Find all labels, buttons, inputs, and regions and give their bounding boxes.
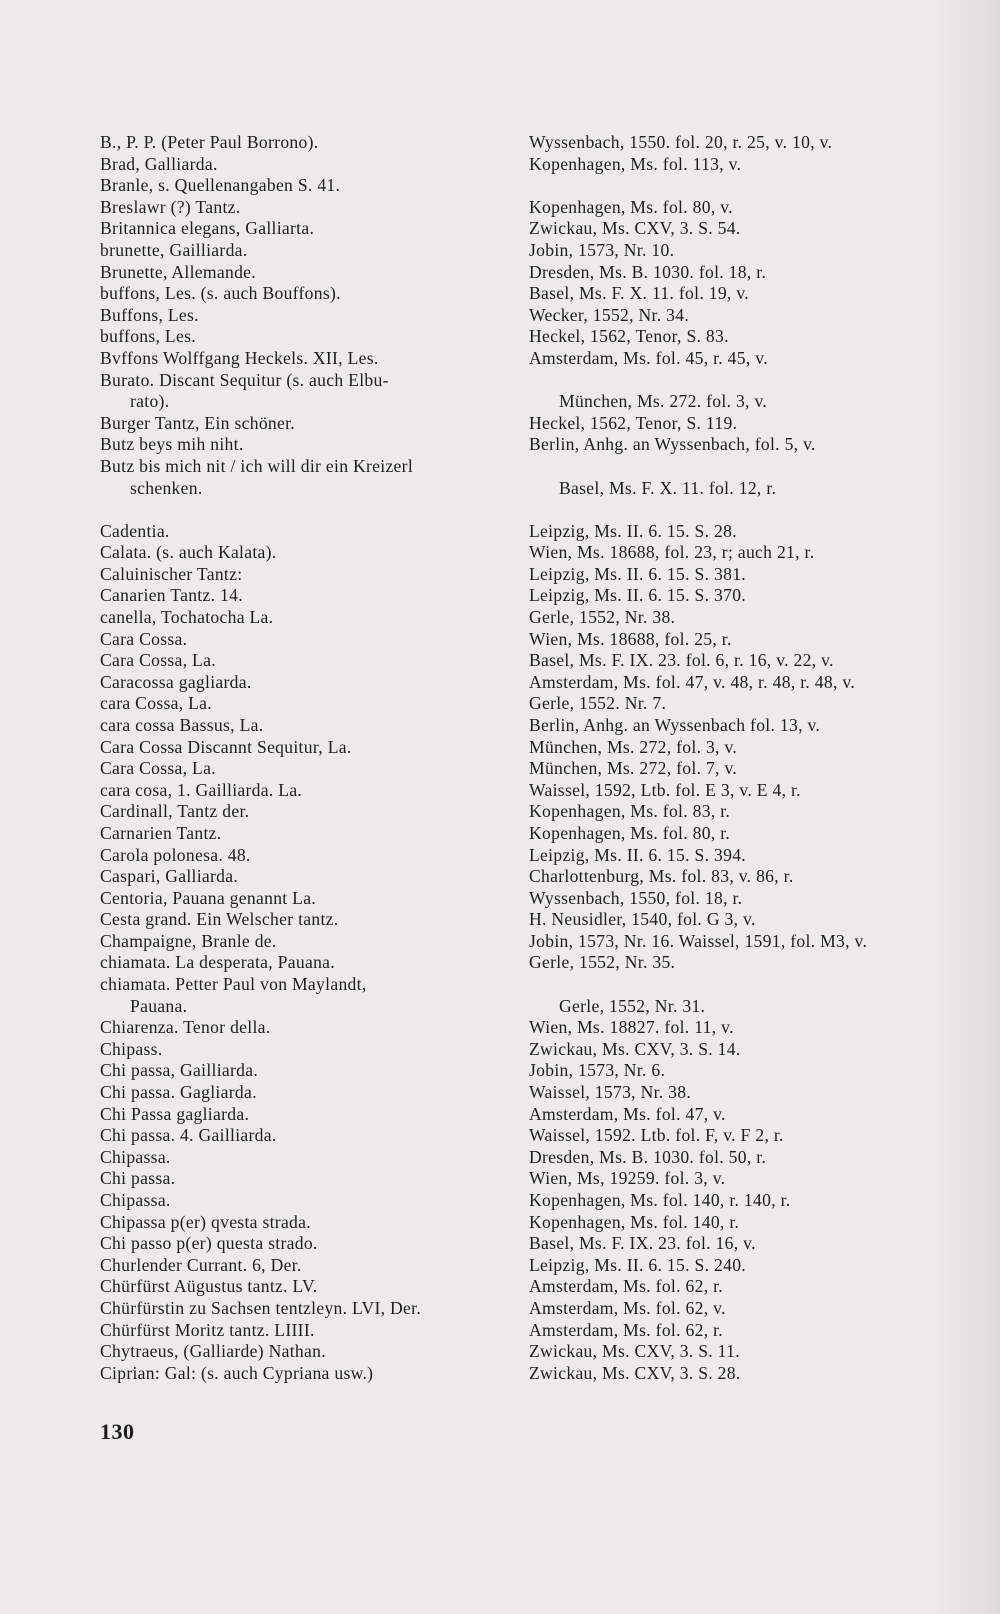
entry-title-continuation: rato).	[130, 391, 170, 412]
entry-title: Butz bis mich nit / ich will dir ein Kreizerl	[100, 455, 414, 476]
entry-source: Amsterdam, Ms. fol. 62, v.	[529, 1297, 726, 1318]
entry-title: chiamata. Petter Paul von Maylandt,	[100, 974, 367, 995]
index-entry	[100, 1168, 970, 1190]
index-entry	[100, 585, 970, 607]
entry-source: Jobin, 1573, Nr. 16. Waissel, 1591, fol. M3, v.	[529, 930, 868, 951]
entry-source: Amsterdam, Ms. fol. 47, v.	[529, 1103, 726, 1124]
entry-title: Butz beys mih niht.	[100, 434, 244, 455]
entry-title: Brad, Galliarda.	[100, 153, 218, 174]
entry-title: Ciprian: Gal: (s. auch Cypriana usw.)	[100, 1362, 374, 1383]
entry-title: Caracossa gagliarda.	[100, 671, 252, 692]
entry-source: Dresden, Ms. B. 1030. fol. 50, r.	[529, 1146, 767, 1167]
section-gap	[100, 499, 970, 521]
entry-source: Kopenhagen, Ms. fol. 83, r.	[529, 801, 731, 822]
entry-title: Buffons, Les.	[100, 304, 199, 325]
entry-source: Gerle, 1552, Nr. 38.	[529, 606, 676, 627]
entry-title: Chiarenza. Tenor della.	[100, 1017, 271, 1038]
entry-title-continuation: schenken.	[130, 477, 203, 498]
entry-title: Chytraeus, (Galliarde) Nathan.	[100, 1341, 326, 1362]
entry-title: Cesta grand. Ein Welscher tantz.	[100, 909, 339, 930]
entry-source: H. Neusidler, 1540, fol. G 3, v.	[529, 909, 756, 930]
entry-title: Calata. (s. auch Kalata).	[100, 542, 277, 563]
entry-source: Berlin, Anhg. an Wyssenbach, fol. 5, v.	[529, 434, 816, 455]
entry-source: Heckel, 1562, Tenor, S. 83.	[529, 326, 729, 347]
entry-source: Charlottenburg, Ms. fol. 83, v. 86, r.	[529, 866, 794, 887]
entry-title: Cara Cossa.	[100, 628, 188, 649]
entry-title: Caspari, Galliarda.	[100, 866, 239, 887]
index-entry	[100, 132, 970, 154]
entry-title: Cara Cossa, La.	[100, 650, 216, 671]
index-entry	[100, 974, 970, 996]
index-entry	[100, 1125, 970, 1147]
index-entry	[100, 996, 970, 1018]
entry-source: Wien, Ms. 18688, fol. 25, r.	[529, 628, 732, 649]
index-entry	[100, 737, 970, 759]
entry-source: Leipzig, Ms. II. 6. 15. S. 381.	[529, 563, 746, 584]
entry-title: Chipassa.	[100, 1190, 171, 1210]
entry-title: Chürfürstin zu Sachsen tentzleyn. LVI, Der.	[100, 1297, 422, 1318]
entry-title: Chipassa.	[100, 1146, 171, 1167]
entry-title: Branle, s. Quellenangaben S. 41.	[100, 175, 341, 196]
entry-source: Gerle, 1552, Nr. 31.	[559, 995, 706, 1016]
entry-source: München, Ms. 272, fol. 3, v.	[529, 736, 738, 757]
entry-source: Wyssenbach, 1550, fol. 18, r.	[529, 887, 743, 908]
entry-title: Chürfürst Moritz tantz. LIIII.	[100, 1319, 315, 1340]
entry-source: Basel, Ms. F. X. 11. fol. 12, r.	[559, 477, 777, 498]
index-entry	[100, 672, 970, 694]
index-entry	[100, 434, 970, 456]
entry-source: Dresden, Ms. B. 1030. fol. 18, r.	[529, 261, 767, 282]
index-entry	[100, 218, 970, 240]
index-entry	[100, 607, 970, 629]
entry-source: Wecker, 1552, Nr. 34.	[529, 304, 690, 325]
entry-source: Leipzig, Ms. II. 6. 15. S. 370.	[529, 585, 746, 606]
index-entry	[100, 175, 970, 197]
entry-source: Wien, Ms, 19259. fol. 3, v.	[529, 1168, 726, 1189]
index-entry	[100, 1212, 970, 1234]
entry-title: Chi passa. 4. Gailliarda.	[100, 1125, 277, 1146]
index-entry	[100, 413, 970, 435]
entry-title: B., P. P. (Peter Paul Borrono).	[100, 132, 319, 152]
index-entry	[100, 650, 970, 672]
entry-title: cara cosa, 1. Gailliarda. La.	[100, 779, 303, 800]
entry-title: Chi passo p(er) questa strado.	[100, 1233, 318, 1254]
entry-source: Waissel, 1592, Ltb. fol. E 3, v. E 4, r.	[529, 779, 801, 800]
entry-source: Waissel, 1573, Nr. 38.	[529, 1082, 692, 1103]
entry-title: buffons, Les. (s. auch Bouffons).	[100, 283, 341, 304]
index-entry	[100, 240, 970, 262]
entry-title: Bvffons Wolffgang Heckels. XII, Les.	[100, 347, 379, 368]
entry-source: Zwickau, Ms. CXV, 3. S. 11.	[529, 1341, 740, 1362]
entry-source: Amsterdam, Ms. fol. 62, r.	[529, 1276, 723, 1297]
index-entry	[100, 801, 970, 823]
index-entry	[100, 370, 970, 392]
index-entry	[100, 391, 970, 413]
index-entry	[100, 197, 970, 219]
index-entry	[100, 283, 970, 305]
index-entry	[100, 326, 970, 348]
entry-source: Zwickau, Ms. CXV, 3. S. 14.	[529, 1038, 741, 1059]
entry-source: Kopenhagen, Ms. fol. 140, r.	[529, 1211, 740, 1232]
entry-source: Basel, Ms. F. X. 11. fol. 19, v.	[529, 283, 749, 304]
page-number: 130	[100, 1419, 135, 1444]
entry-source: Leipzig, Ms. II. 6. 15. S. 28.	[529, 520, 737, 541]
entry-title: Centoria, Pauana genannt La.	[100, 887, 317, 908]
index-listing	[100, 132, 970, 1384]
index-entry	[100, 845, 970, 867]
entry-source: Waissel, 1592. Ltb. fol. F, v. F 2, r.	[529, 1125, 784, 1146]
entry-source: Heckel, 1562, Tenor, S. 119.	[529, 412, 738, 433]
index-entry	[100, 1363, 970, 1385]
index-entry	[100, 693, 970, 715]
entry-source: Leipzig, Ms. II. 6. 15. S. 394.	[529, 844, 746, 865]
entry-source: Jobin, 1573, Nr. 6.	[529, 1060, 666, 1081]
index-entry	[100, 715, 970, 737]
entry-source: München, Ms. 272. fol. 3, v.	[559, 391, 768, 412]
entry-title: Chürfürst Aügustus tantz. LV.	[100, 1276, 318, 1297]
index-entry	[100, 305, 970, 327]
entry-title: cara cossa Bassus, La.	[100, 714, 264, 735]
entry-title: Caluinischer Tantz:	[100, 563, 243, 584]
entry-source: Jobin, 1573, Nr. 10.	[529, 239, 675, 260]
entry-title: Carola polonesa. 48.	[100, 844, 251, 865]
index-entry	[100, 1255, 970, 1277]
index-entry	[100, 888, 970, 910]
index-entry	[100, 542, 970, 564]
entry-source: Kopenhagen, Ms. fol. 113, v.	[529, 153, 742, 174]
entry-title: Britannica elegans, Galliarta.	[100, 218, 315, 239]
entry-title: Chi passa.	[100, 1168, 176, 1189]
index-entry	[100, 1060, 970, 1082]
entry-title: Chi passa. Gagliarda.	[100, 1082, 257, 1103]
entry-source: Leipzig, Ms. II. 6. 15. S. 240.	[529, 1254, 746, 1275]
index-entry	[100, 1147, 970, 1169]
entry-title: canella, Tochatocha La.	[100, 606, 274, 627]
entry-source: Kopenhagen, Ms. fol. 80, r.	[529, 822, 731, 843]
index-entry	[100, 780, 970, 802]
index-entry	[100, 629, 970, 651]
entry-source: Zwickau, Ms. CXV, 3. S. 28.	[529, 1362, 741, 1383]
index-entry	[100, 931, 970, 953]
entry-source: Gerle, 1552. Nr. 7.	[529, 693, 667, 714]
entry-source: Amsterdam, Ms. fol. 47, v. 48, r. 48, r. 48, v.	[529, 671, 856, 692]
entry-title: Carnarien Tantz.	[100, 822, 222, 843]
index-entry	[100, 1298, 970, 1320]
entry-title: Breslawr (?) Tantz.	[100, 196, 241, 217]
index-entry	[100, 478, 970, 500]
entry-title: cara Cossa, La.	[100, 693, 212, 714]
entry-title: Cara Cossa, La.	[100, 758, 216, 779]
index-entry	[100, 866, 970, 888]
index-entry	[100, 758, 970, 780]
index-entry	[100, 348, 970, 370]
entry-source: Basel, Ms. F. IX. 23. fol. 6, r. 16, v. 22, v.	[529, 650, 834, 671]
index-entry	[100, 1104, 970, 1126]
entry-title: Chipassa p(er) qvesta strada.	[100, 1211, 311, 1232]
entry-title: Burger Tantz, Ein schöner.	[100, 412, 296, 433]
index-entry	[100, 1341, 970, 1363]
entry-source: München, Ms. 272, fol. 7, v.	[529, 758, 738, 779]
index-entry	[100, 823, 970, 845]
entry-title: Cadentia.	[100, 520, 170, 541]
index-entry	[100, 262, 970, 284]
entry-title: brunette, Gailliarda.	[100, 239, 248, 260]
entry-title: Champaigne, Branle de.	[100, 930, 277, 951]
entry-title: Cara Cossa Discannt Sequitur, La.	[100, 736, 352, 757]
index-entry	[100, 1017, 970, 1039]
entry-source: Amsterdam, Ms. fol. 45, r. 45, v.	[529, 347, 768, 368]
entry-title-continuation: Pauana.	[130, 995, 188, 1016]
entry-source: Berlin, Anhg. an Wyssenbach fol. 13, v.	[529, 714, 821, 735]
index-entry	[100, 1039, 970, 1061]
index-entry	[100, 1233, 970, 1255]
entry-source: Kopenhagen, Ms. fol. 140, r. 140, r.	[529, 1190, 791, 1210]
entry-title: Chi Passa gagliarda.	[100, 1103, 250, 1124]
entry-source: Basel, Ms. F. IX. 23. fol. 16, v.	[529, 1233, 756, 1254]
entry-source: Wyssenbach, 1550. fol. 20, r. 25, v. 10, v.	[529, 132, 833, 152]
entry-source: Kopenhagen, Ms. fol. 80, v.	[529, 196, 733, 217]
entry-title: Brunette, Allemande.	[100, 261, 256, 282]
index-entry	[100, 1320, 970, 1342]
entry-source: Wien, Ms. 18827. fol. 11, v.	[529, 1017, 734, 1038]
entry-title: buffons, Les.	[100, 326, 196, 347]
index-entry	[100, 909, 970, 931]
entry-title: Chipass.	[100, 1038, 163, 1059]
index-entry	[100, 456, 970, 478]
index-entry	[100, 521, 970, 543]
entry-source: Zwickau, Ms. CXV, 3. S. 54.	[529, 218, 741, 239]
index-entry	[100, 564, 970, 586]
index-entry	[100, 1082, 970, 1104]
entry-source: Amsterdam, Ms. fol. 62, r.	[529, 1319, 723, 1340]
entry-title: Churlender Currant. 6, Der.	[100, 1254, 302, 1275]
entry-title: Burato. Discant Sequitur (s. auch Elbu-	[100, 369, 389, 390]
entry-title: Chi passa, Gailliarda.	[100, 1060, 259, 1081]
index-entry	[100, 1190, 970, 1212]
index-entry	[100, 154, 970, 176]
entry-title: Cardinall, Tantz der.	[100, 801, 250, 822]
entry-source: Gerle, 1552, Nr. 35.	[529, 952, 676, 973]
entry-source: Wien, Ms. 18688, fol. 23, r; auch 21, r.	[529, 542, 815, 563]
entry-title: chiamata. La desperata, Pauana.	[100, 952, 335, 973]
index-entry	[100, 952, 970, 974]
entry-title: Canarien Tantz. 14.	[100, 585, 243, 606]
index-entry	[100, 1276, 970, 1298]
